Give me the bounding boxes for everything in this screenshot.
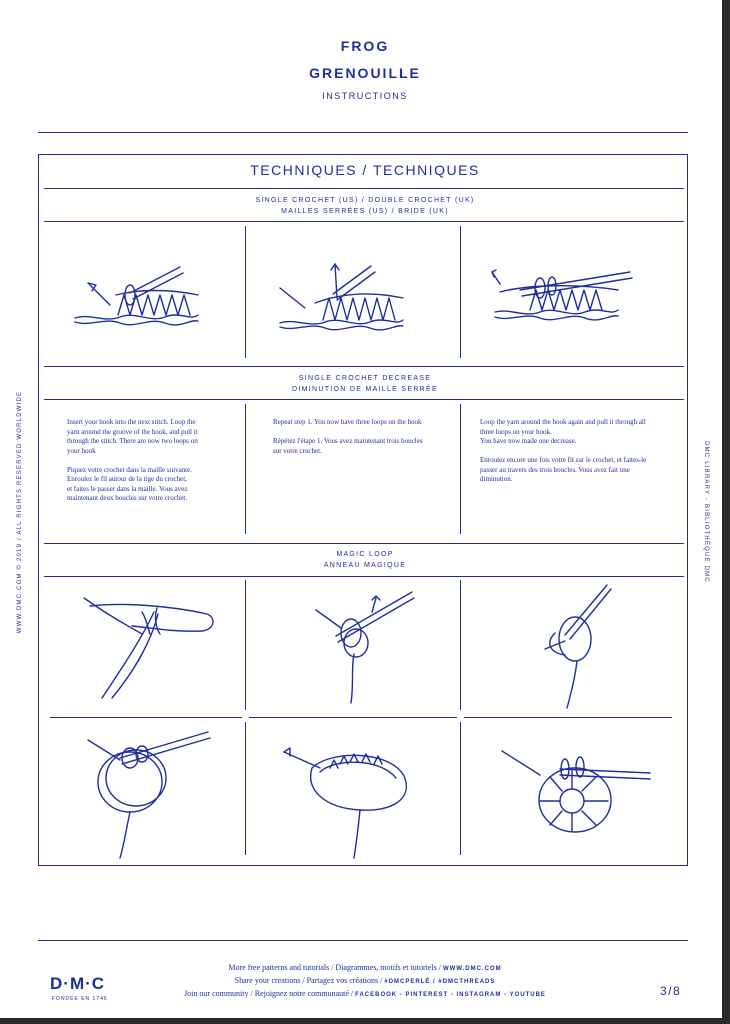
sc-step2-illustration (275, 258, 415, 338)
title-fr: GRENOUILLE (309, 65, 421, 81)
magic-step6-illustration (500, 745, 655, 845)
dec-bottom-divider (44, 543, 684, 544)
dec-col-divider-2 (460, 404, 461, 534)
subtitle: INSTRUCTIONS (322, 91, 408, 101)
footer-line-3: Join our community / Rejoignez notre communauté / FACEBOOK - PINTEREST - INSTAGRAM - YOUTUBE (184, 989, 546, 998)
sc-col-divider-2 (460, 226, 461, 358)
dec-col-divider-1 (245, 404, 246, 534)
photo-edge-bottom (0, 1018, 730, 1024)
magic-row-divider-1 (50, 717, 242, 718)
dec-caption-1: SINGLE CROCHET DECREASE (298, 375, 432, 382)
magic-caption-2: ANNEAU MAGIQUE (323, 562, 407, 569)
title-divider (44, 188, 684, 189)
footer-line-1: More free patterns and tutorials / Diagrammes, motifs et tutoriels / WWW.DMC.COM (228, 963, 502, 972)
magic-col-divider-4 (460, 722, 461, 855)
sc-step3-illustration (490, 262, 630, 332)
copyright-sidebar: WWW.DMC.COM © 2019 / ALL RIGHTS RESERVED WORLDWIDE (17, 390, 23, 634)
sc-divider (44, 221, 684, 222)
decrease-step-2: Repeat step 1. You now have three loops on the hook Répétez l'étape 1. Vous avez maintenant trois boucles sur votre crochet. (273, 418, 423, 455)
photo-edge (722, 0, 730, 1024)
sc-caption-1: SINGLE CROCHET (US) / DOUBLE CROCHET (UK) (255, 197, 475, 204)
magic-divider (44, 576, 684, 577)
decrease-step-3: Loop the yarn around the hook again and pull it through all three loops on your hook. You have now made one decrease. Enroulez encore une fois votre fil sur le crochet, et faites-le passer au travers des trois boucles. Vous avez fait une diminution. (480, 418, 647, 483)
decrease-step-1: Insert your hook into the next stitch. Loop the yarn around the groove of the hook, and pull it through the stitch. There are now two loops on your hook Piquez votre crochet dans la maille suivante. Enroulez le fil autour de la tige du crochet, et faites le passer dans la maille. Vous avez maintenant deux boucles sur votre crochet. (67, 418, 198, 502)
sc-bottom-divider (44, 366, 684, 367)
sc-caption-2: MAILLES SERRÉES (US) / BRIDE (UK) (281, 208, 449, 215)
magic-col-divider-2 (460, 580, 461, 710)
page-number: 3/8 (660, 984, 682, 998)
social-links[interactable]: FACEBOOK - PINTEREST - INSTAGRAM - YOUTUBE (355, 992, 546, 998)
magic-step2-illustration (296, 588, 426, 708)
magic-row-divider-2 (249, 717, 457, 718)
footer-divider (38, 940, 688, 941)
magic-step1-illustration (72, 598, 222, 708)
sc-step1-illustration (70, 255, 210, 335)
header-divider (38, 132, 688, 133)
website-link[interactable]: WWW.DMC.COM (442, 966, 502, 972)
dec-caption-2: DIMINUTION DE MAILLE SERRÉE (292, 386, 438, 393)
magic-step4-illustration (80, 730, 210, 860)
magic-col-divider-1 (245, 580, 246, 710)
magic-caption-1: MAGIC LOOP (336, 551, 394, 558)
techniques-title: TECHNIQUES / TECHNIQUES (250, 162, 480, 178)
hashtags[interactable]: #DMCPERLÉ / #DMCTHREADS (384, 979, 496, 985)
dmc-logo: D·M·C (50, 974, 106, 993)
dmc-logo-subtitle: FONDÉE EN 1746 (52, 996, 108, 1002)
library-sidebar: DMC LIBRARY - BIBLIOTHÈQUE DMC (703, 441, 709, 583)
magic-col-divider-3 (245, 722, 246, 855)
magic-step3-illustration (535, 583, 625, 713)
magic-row-divider-3 (464, 717, 672, 718)
footer-line-2: Share your creations / Partagez vos créations / #DMCPERLÉ / #DMCTHREADS (234, 976, 496, 985)
title-en: FROG (340, 38, 390, 54)
dec-divider (44, 399, 684, 400)
magic-step5-illustration (280, 740, 420, 860)
sc-col-divider-1 (245, 226, 246, 358)
